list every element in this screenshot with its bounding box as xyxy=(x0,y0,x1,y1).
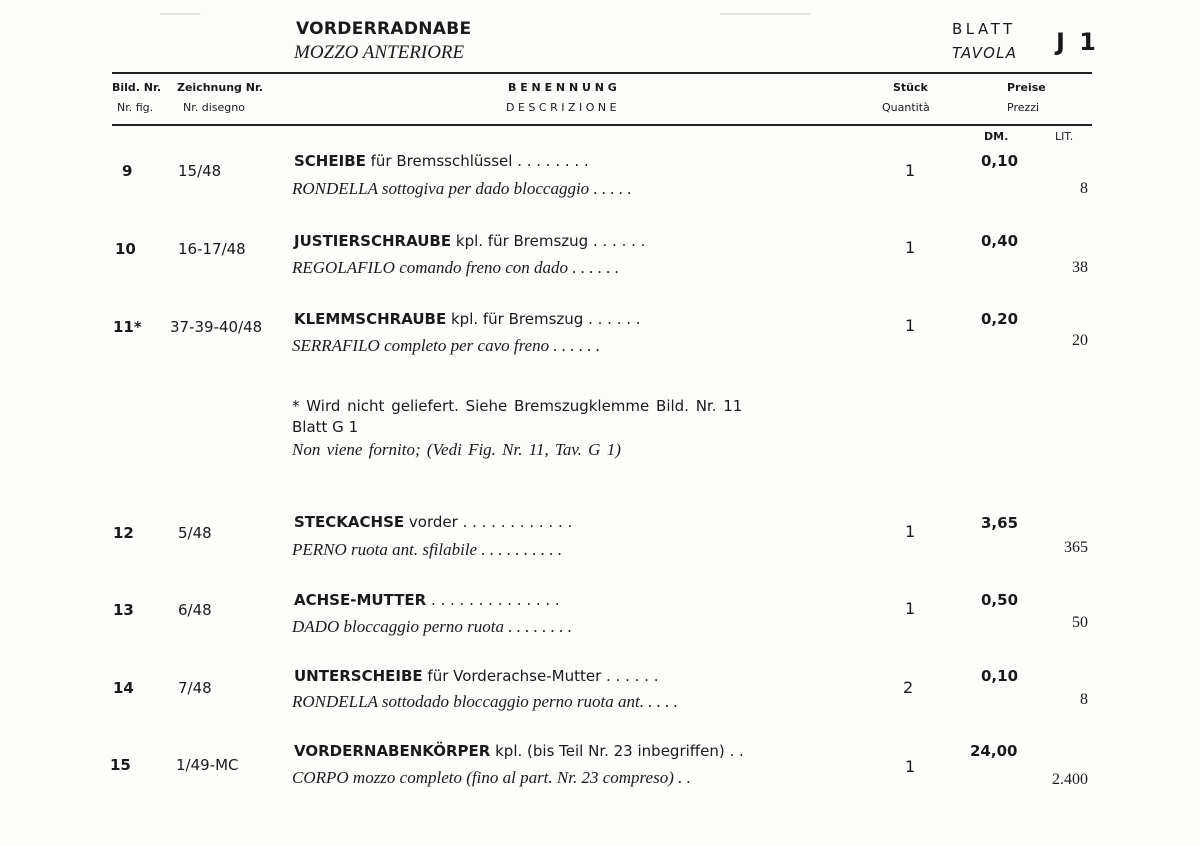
price-dm: 3,65 xyxy=(981,514,1019,532)
price-dm: 0,10 xyxy=(981,152,1019,170)
price-dm: 0,10 xyxy=(981,667,1019,685)
description-de: STECKACHSE vorder . . . . . . . . . . . . xyxy=(294,513,573,531)
quantity: 1 xyxy=(905,757,916,776)
fig-number: 15 xyxy=(110,756,131,774)
col-drawing-de: Zeichnung Nr. xyxy=(177,81,263,94)
price-lit: 50 xyxy=(1072,614,1088,631)
col-drawing-it: Nr. disegno xyxy=(183,101,245,114)
footnote-line-it: Non viene fornito; (Vedi Fig. Nr. 11, Tav. G 1) xyxy=(292,440,621,459)
quantity: 2 xyxy=(903,678,914,697)
bleed-through-text: ▔▔▔▔▔▔▔▔▔ xyxy=(720,14,810,29)
price-dm: 0,50 xyxy=(981,591,1019,609)
drawing-number: 15/48 xyxy=(178,162,222,180)
sheet-code: J 1 xyxy=(1056,28,1099,56)
col-fig-it: Nr. fig. xyxy=(117,101,154,114)
description-de: UNTERSCHEIBE für Vorderachse-Mutter . . . . . . xyxy=(294,667,659,685)
col-price-de: Preise xyxy=(1007,81,1046,94)
quantity: 1 xyxy=(905,522,916,541)
description-it: REGOLAFILO comando freno con dado . . . . . . xyxy=(292,258,620,277)
sheet-label-de: BLATT xyxy=(952,20,1016,38)
drawing-number: 16-17/48 xyxy=(178,240,246,258)
fig-number: 14 xyxy=(113,679,134,697)
col-qty-de: Stück xyxy=(893,81,928,94)
currency-lit-label: LIT. xyxy=(1055,130,1074,143)
price-lit: 365 xyxy=(1064,539,1088,556)
description-de: VORDERNABENKÖRPER kpl. (bis Teil Nr. 23 inbegriffen) . . xyxy=(294,742,744,760)
bleed-through-text: ▔▔▔▔ xyxy=(160,14,200,29)
col-price-it: Prezzi xyxy=(1007,101,1040,114)
fig-number: 13 xyxy=(113,601,134,619)
description-it: SERRAFILO completo per cavo freno . . . . . . xyxy=(292,336,601,355)
description-de: KLEMMSCHRAUBE kpl. für Bremszug . . . . . . xyxy=(294,310,641,328)
quantity: 1 xyxy=(905,161,916,180)
drawing-number: 6/48 xyxy=(178,601,212,619)
fig-number: 10 xyxy=(115,240,136,258)
col-description-it: D E S C R I Z I O N E xyxy=(506,101,617,114)
col-description-de: B E N E N N U N G xyxy=(508,81,617,94)
price-dm: 24,00 xyxy=(970,742,1018,760)
footnote-line-de: * Wird nicht geliefert. Siehe Bremszugklemme Bild. Nr. 11 xyxy=(292,397,743,415)
fig-number: 11* xyxy=(113,318,142,336)
fig-number: 12 xyxy=(113,524,134,542)
drawing-number: 7/48 xyxy=(178,679,212,697)
price-lit: 20 xyxy=(1072,332,1088,349)
page-title-it: MOZZO ANTERIORE xyxy=(294,42,465,63)
fig-number: 9 xyxy=(122,162,133,180)
price-lit: 38 xyxy=(1072,259,1088,276)
header-rule-bottom xyxy=(112,124,1092,126)
currency-dm-label: DM. xyxy=(984,130,1009,143)
description-it: DADO bloccaggio perno ruota . . . . . . . . xyxy=(292,617,573,636)
description-it: RONDELLA sottodado bloccaggio perno ruota ant. . . . . xyxy=(292,692,678,711)
sheet-label-it: TAVOLA xyxy=(952,44,1018,62)
col-qty-it: Quantità xyxy=(882,101,930,114)
description-de: ACHSE-MUTTER . . . . . . . . . . . . . . xyxy=(294,591,560,609)
description-de: SCHEIBE für Bremsschlüssel . . . . . . . . xyxy=(294,152,589,170)
price-dm: 0,40 xyxy=(981,232,1019,250)
description-it: RONDELLA sottogiva per dado bloccaggio . . . . . xyxy=(292,179,632,198)
price-lit: 8 xyxy=(1080,691,1088,708)
drawing-number: 37-39-40/48 xyxy=(170,318,263,336)
description-it: PERNO ruota ant. sfilabile . . . . . . . . . . xyxy=(292,540,563,559)
page-title-de: VORDERRADNABE xyxy=(296,19,472,39)
drawing-number: 1/49-MC xyxy=(176,756,239,774)
price-lit: 8 xyxy=(1080,180,1088,197)
col-fig-de: Bild. Nr. xyxy=(112,81,162,94)
drawing-number: 5/48 xyxy=(178,524,212,542)
description-de: JUSTIERSCHRAUBE kpl. für Bremszug . . . . . . xyxy=(294,232,646,250)
quantity: 1 xyxy=(905,238,916,257)
footnote-line-de-2: Blatt G 1 xyxy=(292,418,359,436)
price-lit: 2.400 xyxy=(1052,771,1088,788)
description-it: CORPO mozzo completo (fino al part. Nr. 23 compreso) . . xyxy=(292,768,691,787)
price-dm: 0,20 xyxy=(981,310,1019,328)
quantity: 1 xyxy=(905,599,916,618)
header-rule-top xyxy=(112,72,1092,74)
quantity: 1 xyxy=(905,316,916,335)
